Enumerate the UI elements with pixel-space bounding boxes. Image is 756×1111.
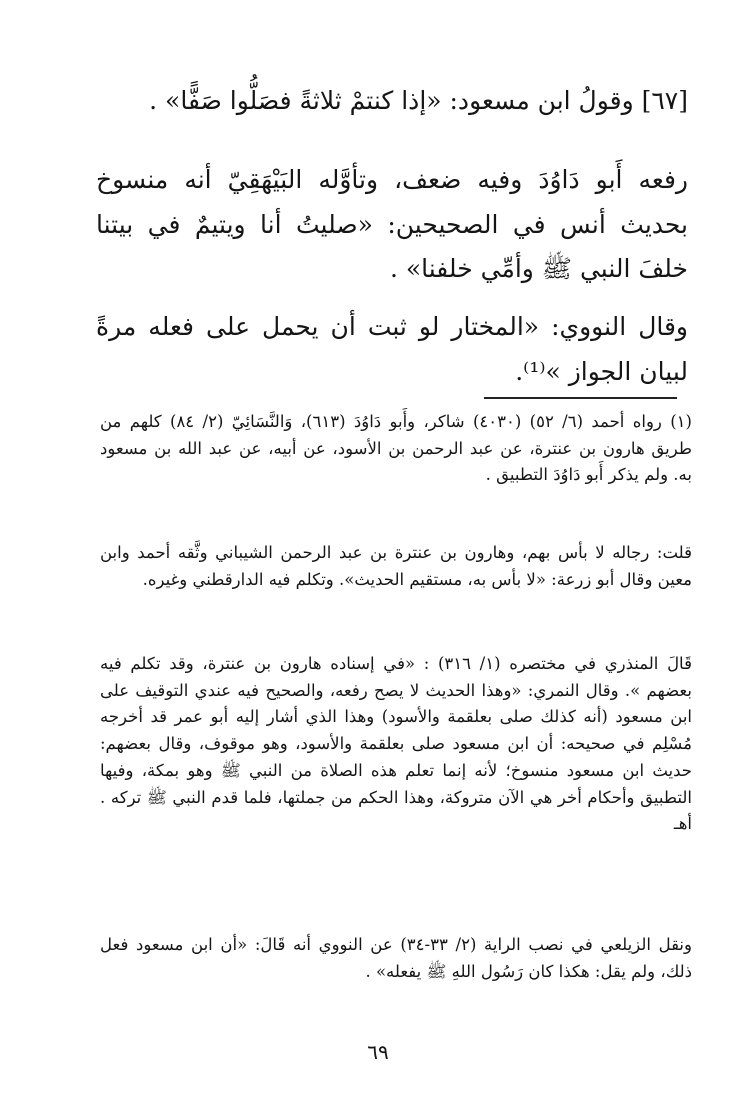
footnote-text: قلت: رجاله لا بأس بهم، وهارون بن عنترة بن عبد الرحمن الشيباني وثَّقه أحمد وابن معين وقال أبو زرعة: «لا بأس به، مستقيم الحديث». وتكلم فيه الدارقطني وغيره. <box>100 543 692 589</box>
footnote-text: ونقل الزيلعي في نصب الراية (٢/ ٣٣-٣٤) عن النووي أنه قَالَ: «أن ابن مسعود فعل ذلك، ولم يقل: هكذا كان رَسُول اللهِ ﷺ يفعله» . <box>100 935 692 981</box>
footnote-divider <box>484 397 677 399</box>
page-number: ٦٩ <box>367 1040 389 1064</box>
main-text-block <box>96 88 688 114</box>
footnote-text: قَالَ المنذري في مختصره (١/ ٣١٦) : «في إسناده هارون بن عنترة، وقد تكلم فيه بعضهم ». وقال النمري: «وهذا الحديث لا يصح رفعه، والصحيح فيه عندي التوقيف على ابن مسعود (أنه كذلك صلى بعلقمة والأسود) وهذا الذي أشار إليه أبو عمر قد أخرجه مُسْلِم في صحيحه: أن ابن مسعود صلى بعلقمة والأسود، وهو موقوف، وقال بعضهم: حديث ابن مسعود منسوخ؛ لأنه إنما تعلم هذه الصلاة من النبي ﷺ وهو بمكة، وفيها التطبيق وأحكام أخر هي الآن متروكة، وهذا الحكم من جملتها، فلما قدم النبي ﷺ تركه . أهـ <box>100 654 692 834</box>
footnote-4 <box>100 932 692 985</box>
footnote-2 <box>100 540 692 593</box>
footnote-3 <box>100 651 692 838</box>
main-paragraph-2 <box>96 305 688 394</box>
footnote-text: (١) رواه أحمد (٦/ ٥٢) (٤٠٣٠) شاكر، وأَبو دَاوُدَ (٦١٣)، وَالنَّسَائِيّ (٢/ ٨٤) كلهم من طريق هارون بن عنترة، عن عبد الرحمن بن الأسود، عن أبيه، عن عبد الله بن مسعود به. ولم يذكر أَبو دَاوُدَ التطبيق . <box>100 412 692 485</box>
main-paragraph-1 <box>96 158 688 292</box>
paragraph-text: رفعه أَبو دَاوُدَ وفيه ضعف، وتأوَّله البَيْهَقِيّ أنه منسوخ بحديث أنس في الصحيحين: «صليتُ أنا ويتيمٌ في بيتنا خلفَ النبي ﷺ وأمِّي خلفنا» . <box>96 165 688 283</box>
hadith-heading: [٦٧] وقولُ ابن مسعود: «إذا كنتمْ ثلاثةً فصَلُّوا صَفًّا» . <box>149 86 688 115</box>
paragraph-text: وقال النووي: «المختار لو ثبت أن يحمل على فعله مرةً لبيان الجواز »⁽¹⁾. <box>96 312 688 386</box>
footnote-1 <box>100 409 692 489</box>
